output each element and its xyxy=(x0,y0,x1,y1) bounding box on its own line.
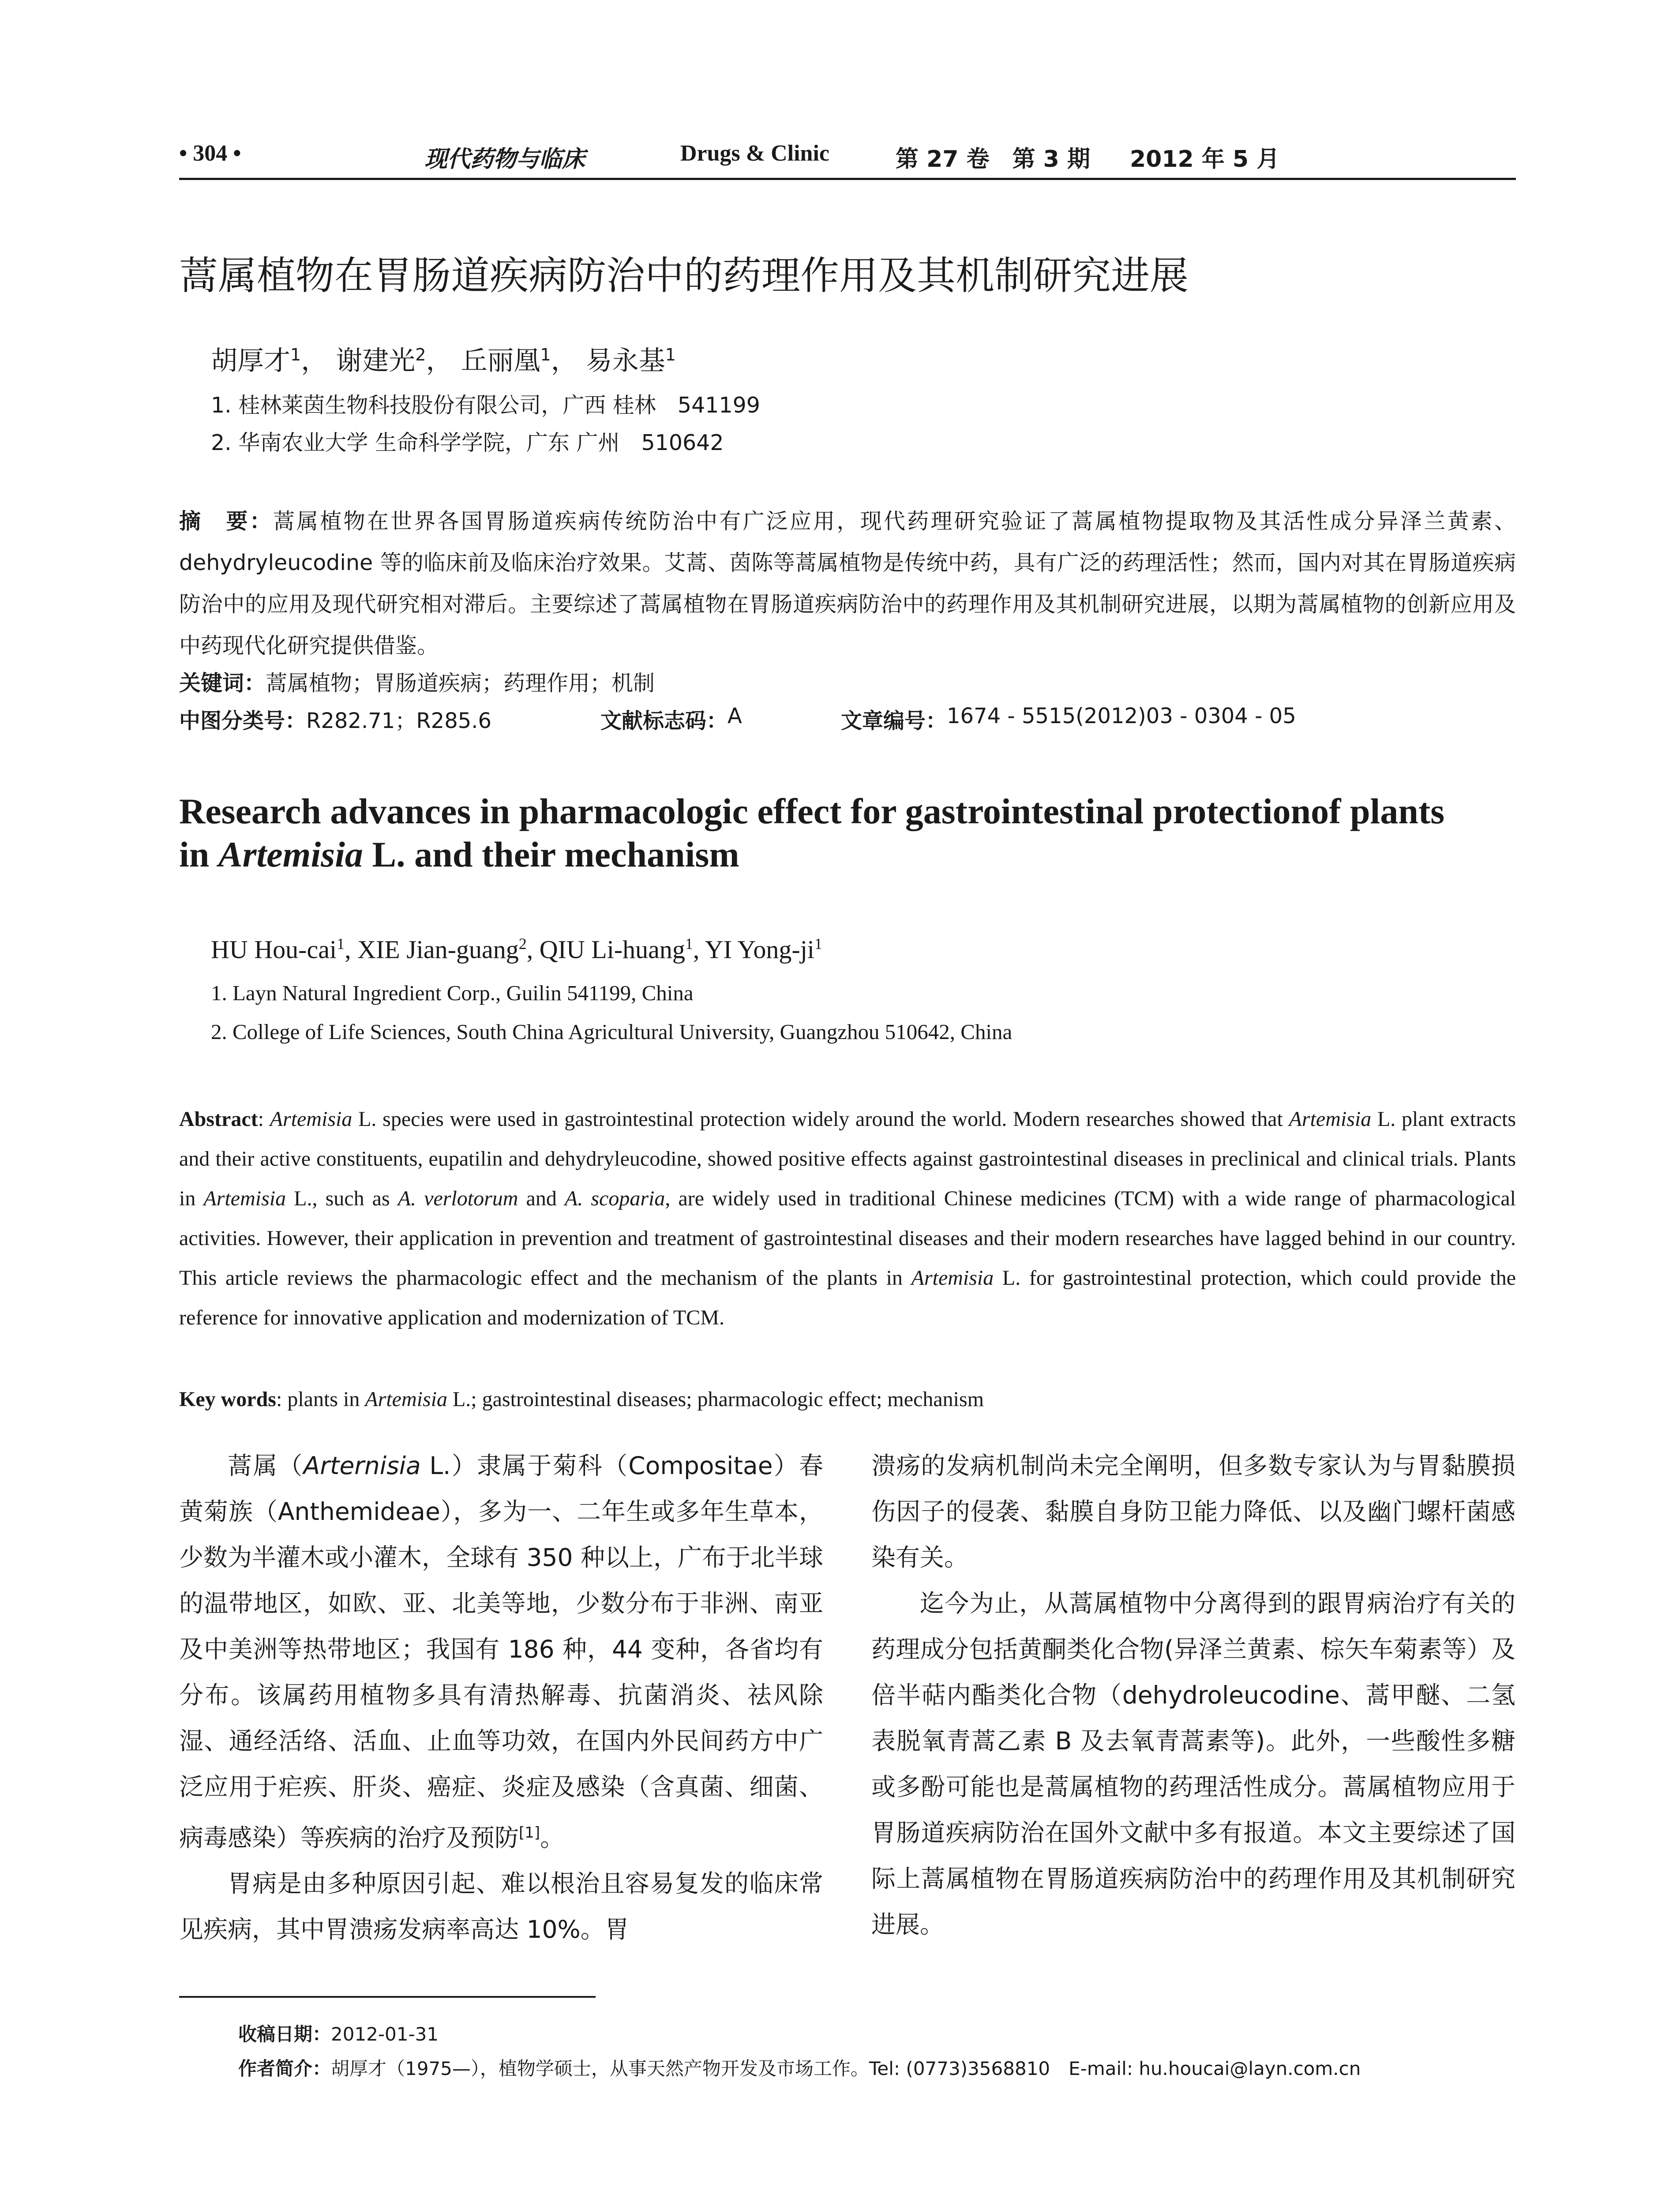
author-affiliation-mark: 1 xyxy=(665,345,676,364)
journal-name-cn: 现代药物与临床 xyxy=(424,146,585,173)
author-name: QIU Li-huang xyxy=(539,935,685,964)
italic-term: A. verlotorum xyxy=(398,1187,518,1210)
affiliation-cn-1: 1. 桂林莱茵生物科技股份有限公司，广西 桂林 541199 xyxy=(211,393,760,418)
journal-name-en: Drugs & Clinic xyxy=(680,141,829,166)
author-bio-value: 胡厚才（1975—），植物学硕士，从事天然产物开发及市场工作。Tel: (0773)3568810 E-mail: hu.houcai@layn.com.cn xyxy=(331,2058,1361,2079)
italic-term: A. scoparia xyxy=(564,1187,665,1210)
text-run: L.）隶属于菊科（Compositae）春黄菊族（Anthemideae），多为一、二年生或多年生草本，少数为半灌木或小灌木，全球有 350 种以上，广布于北半球的温带地区，如欧、亚、北美等地，少数分布于非洲、南亚及中美洲等热带地区；我国有 186 种，44 变种，各省均有分布。该属药用植物多具有清热解毒、抗菌消炎、祛风除湿、通经活络、活血、止血等功效，在国内外民间药方中广泛应用于疟疾、肝炎、癌症、炎症及感染（含真菌、细菌、病毒感染）等疾病的治疗及预防 xyxy=(179,1452,823,1852)
article-no-value: 1674 - 5515(2012)03 - 0304 - 05 xyxy=(947,704,1296,728)
text-run: and xyxy=(518,1187,565,1210)
text-run: 蒿属（ xyxy=(228,1452,304,1480)
header-rule xyxy=(179,178,1516,180)
clc-label: 中图分类号： xyxy=(179,709,307,733)
body-column-left xyxy=(179,1443,823,1952)
author-name: 谢建光 xyxy=(336,345,416,376)
abstract-cn-label: 摘 要： xyxy=(179,509,273,534)
text-run: : plants in xyxy=(276,1388,365,1411)
italic-term: Artemisia xyxy=(1289,1107,1372,1131)
author-name: 胡厚才 xyxy=(211,345,290,376)
abstract-en-label: Abstract xyxy=(179,1107,258,1131)
body-column-right xyxy=(871,1443,1515,1947)
author-name: 丘丽凰 xyxy=(461,345,540,376)
page-number: • 304 • xyxy=(179,141,241,166)
abstract-en xyxy=(179,1099,1516,1338)
author-affiliation-mark: 1 xyxy=(290,345,301,364)
received-label: 收稿日期： xyxy=(238,2023,331,2045)
text-run: 溃疡的发病机制尚未完全阐明，但多数专家认为与胃黏膜损伤因子的侵袭、黏膜自身防卫能力降低、以及幽门螺杆菌感染有关。 xyxy=(871,1452,1515,1572)
text-run: : xyxy=(258,1107,270,1131)
body-paragraph xyxy=(179,1861,823,1952)
text-run: L. for gastrointestinal protection, which could provide the reference for innovative application and modernization of TCM. xyxy=(179,1266,1516,1329)
author-name: HU Hou-cai xyxy=(211,935,337,964)
doc-code-value: A xyxy=(728,704,742,728)
affiliation-en-1: 1. Layn Natural Ingredient Corp., Guilin 541199, China xyxy=(211,981,694,1005)
title-en-line-1: Research advances in pharmacologic effect for gastrointestinal protectionof plants xyxy=(179,791,1445,831)
authors-cn: 胡厚才$^1$， 谢建光$^2$， 丘丽凰$^1$， 易永基$^1$ xyxy=(211,345,676,376)
author-affiliation-mark: 1 xyxy=(685,935,693,953)
author-affiliation-mark: 1 xyxy=(814,935,822,953)
keywords-cn-label: 关键词： xyxy=(179,671,266,696)
affiliation-en-2: 2. College of Life Sciences, South China Agricultural University, Guangzhou 510642, China xyxy=(211,1020,1012,1044)
citation-ref: [1] xyxy=(519,1824,540,1842)
text-run: L.; gastrointestinal diseases; pharmacologic effect; mechanism xyxy=(447,1388,984,1411)
keywords-cn-text: 蒿属植物；胃肠道疾病；药理作用；机制 xyxy=(266,671,655,696)
issue-date: 2012 年 5 月 xyxy=(1130,146,1280,173)
text-run: 迄今为止，从蒿属植物中分离得到的跟胃病治疗有关的药理成分包括黄酮类化合物(异泽兰黄素、棕矢车菊素等）及倍半萜内酯类化合物（dehydroleucodine、蒿甲醚、二氢表脱氧青蒿乙素 B 及去氧青蒿素等)。此外，一些酸性多糖或多酚可能也是蒿属植物的药理活性成分。蒿属植物应用于胃肠道疾病防治在国外文献中多有报道。本文主要综述了国际上蒿属植物在胃肠道疾病防治中的药理作用及其机制研究进展。 xyxy=(871,1589,1515,1939)
authors-en: HU Hou-cai$^1$, XIE Jian-guang$^2$, QIU Li-huang$^1$, YI Yong-$ji^1$ xyxy=(211,935,822,964)
text-run: 胃病是由多种原因引起、难以根治且容易复发的临床常见疾病，其中胃溃疡发病率高达 10%。胃 xyxy=(179,1869,823,1944)
received-value: 2012-01-31 xyxy=(331,2023,439,2045)
article-no-label: 文章编号： xyxy=(841,709,947,733)
clc-value: R282.71；R285.6 xyxy=(306,709,492,733)
italic-term: Artemisia xyxy=(270,1107,352,1131)
affiliation-cn-2: 2. 华南农业大学 生命科学学院，广东 广州 510642 xyxy=(211,430,724,455)
running-header xyxy=(179,140,1516,176)
text-run: L. species were used in gastrointestinal protection widely around the world. Modern researches showed that xyxy=(352,1107,1289,1131)
author-affiliation-mark: 2 xyxy=(415,345,426,364)
author-name: XIE Jian-guang xyxy=(357,935,519,964)
author-affiliation-mark: 2 xyxy=(518,935,527,953)
keywords-en-label: Key words xyxy=(179,1388,276,1411)
body-paragraph xyxy=(871,1580,1515,1947)
author-name: YI Yong-ji xyxy=(705,935,814,964)
author-bio-label: 作者简介： xyxy=(238,2058,331,2079)
received-date xyxy=(238,2020,439,2046)
author-affiliation-mark: 1 xyxy=(337,935,345,953)
author-name: 易永基 xyxy=(585,345,665,376)
volume-issue: 第 27 卷 第 3 期 xyxy=(896,146,1090,173)
keywords-en xyxy=(179,1380,1516,1419)
italic-term: Arternisia xyxy=(303,1452,421,1480)
abstract-cn-text: 蒿属植物在世界各国胃肠道疾病传统防治中有广泛应用，现代药理研究验证了蒿属植物提取物及其活性成分异泽兰黄素、dehydryleucodine 等的临床前及临床治疗效果。艾蒿、茵陈等蒿属植物是传统中药，具有广泛的药理活性；然而，国内对其在胃肠道疾病防治中的应用及现代研究相对滞后。主要综述了蒿属植物在胃肠道疾病防治中的药理作用及其机制研究进展，以期为蒿属植物的创新应用及中药现代化研究提供借鉴。 xyxy=(179,509,1516,658)
abstract-en-text xyxy=(179,1107,1516,1329)
text-run: 。 xyxy=(540,1823,565,1852)
text-run: L. plant extracts and their active constituents, eupatilin and dehydryleucodine, showed positive effects against gastrointestinal diseases in preclinical and clinical trials. Plants in xyxy=(179,1107,1516,1210)
author-bio xyxy=(238,2054,1361,2081)
doc-code-label: 文献标志码： xyxy=(600,709,728,733)
abstract-cn xyxy=(179,501,1516,667)
footnote-rule xyxy=(179,1996,596,1998)
keywords-cn xyxy=(179,663,1516,704)
body-paragraph xyxy=(871,1443,1515,1580)
text-run: , are widely used in traditional Chinese medicines (TCM) with a wide range of pharmacological activities. However, their application in prevention and treatment of gastrointestinal diseases and their modern researches have lagged behind in our country. This article reviews the pharmacologic effect and the mechanism of the plants in xyxy=(179,1187,1516,1290)
italic-term: Artemisia xyxy=(203,1187,286,1210)
body-paragraph xyxy=(179,1443,823,1861)
keywords-en-text xyxy=(276,1388,984,1411)
title-cn: 蒿属植物在胃肠道疾病防治中的药理作用及其机制研究进展 xyxy=(179,253,1189,298)
italic-term: Artemisia xyxy=(365,1388,447,1411)
italic-term: Artemisia xyxy=(911,1266,994,1290)
title-en-line-2: in Artemisia L. and their mechanism xyxy=(179,834,739,874)
author-affiliation-mark: 1 xyxy=(540,345,551,364)
text-run: L., such as xyxy=(286,1187,398,1210)
title-en xyxy=(179,790,1529,876)
